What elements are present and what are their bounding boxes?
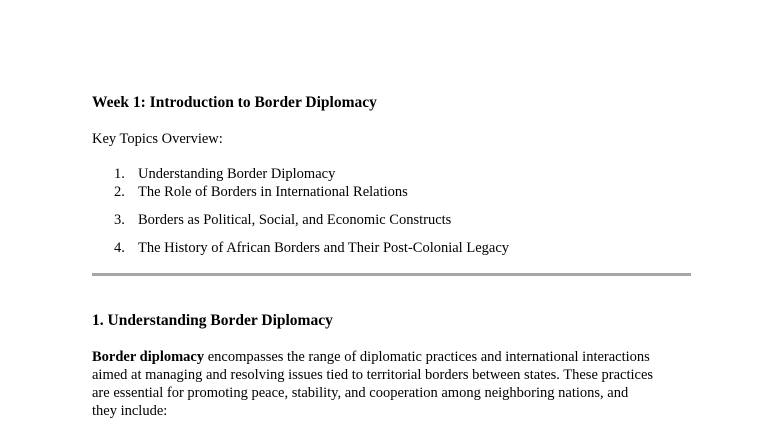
- topic-text: The History of African Borders and Their Post-Colonial Legacy: [138, 240, 510, 256]
- body-paragraph: [92, 348, 698, 420]
- topic-text: Understanding Border Diplomacy: [138, 166, 336, 182]
- topic-number: 4.: [114, 240, 125, 256]
- section-heading: 1. Understanding Border Diplomacy: [92, 312, 333, 329]
- topic-item: [114, 240, 509, 257]
- paragraph-line: aimed at managing and resolving issues tied to territorial borders between states. These practices: [92, 367, 654, 383]
- paragraph-line: [92, 348, 698, 366]
- topic-item: [114, 184, 408, 201]
- paragraph-line-text: encompasses the range of diplomatic practices and international interactions: [204, 349, 650, 365]
- paragraph-line: are essential for promoting peace, stability, and cooperation among neighboring nations, and: [92, 385, 629, 401]
- topic-number: 3.: [114, 212, 125, 228]
- topic-text: Borders as Political, Social, and Economic Constructs: [138, 212, 452, 228]
- topic-number: 1.: [114, 166, 125, 182]
- topic-number: 2.: [114, 184, 125, 200]
- topic-item: [114, 212, 451, 229]
- week-title: Week 1: Introduction to Border Diplomacy: [92, 94, 377, 111]
- topic-item: [114, 166, 335, 183]
- paragraph-line: they include:: [92, 403, 168, 419]
- horizontal-divider: [92, 273, 691, 276]
- topic-text: The Role of Borders in International Relations: [138, 184, 408, 200]
- paragraph-lead-term: Border diplomacy: [92, 349, 205, 365]
- overview-label: Key Topics Overview:: [92, 131, 223, 147]
